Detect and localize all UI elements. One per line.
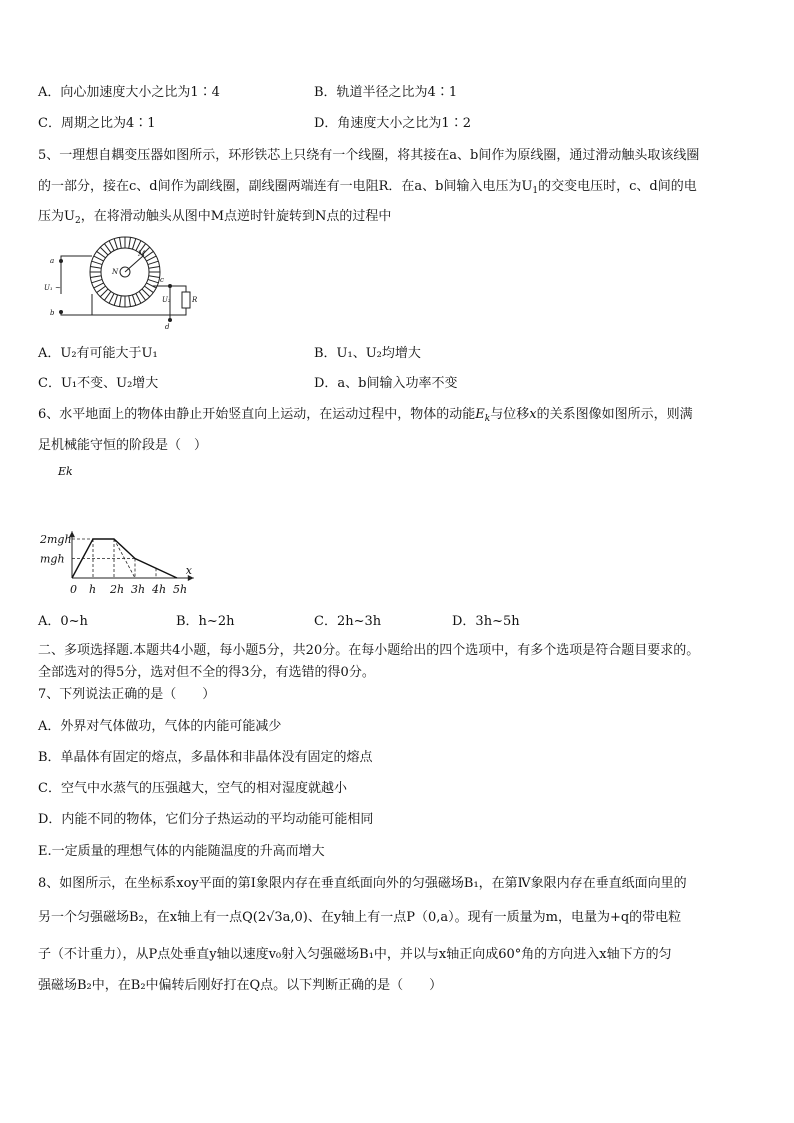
label-u1: U₁ <box>44 284 53 292</box>
q7-option-e: E.一定质量的理想气体的内能随温度的升高而增大 <box>38 844 325 859</box>
q6-option-c: C．2h~3h <box>314 614 382 629</box>
winding-turn <box>97 286 106 292</box>
x-tick-label: 2h <box>110 583 125 596</box>
winding-turn <box>100 247 108 255</box>
q4-option-b: B．轨道半径之比为4∶1 <box>314 85 458 100</box>
winding-turn <box>114 239 117 249</box>
winding-turn <box>109 241 114 251</box>
winding-turn <box>139 291 145 300</box>
winding-turn <box>146 256 156 261</box>
q6-stem-line2: 足机械能守恒的阶段是（ ） <box>38 438 208 453</box>
terminal-a <box>59 259 63 263</box>
winding-turn <box>132 295 135 305</box>
q6-option-a: A．0~h <box>38 614 88 629</box>
y-tick-label: 2mgh <box>40 533 72 546</box>
winding-turn <box>120 296 122 307</box>
label-u2: U₂ <box>162 296 171 304</box>
label-m: M <box>138 250 146 258</box>
y-axis-label: Ek <box>58 465 73 478</box>
winding-turn <box>129 296 131 307</box>
section2-line1: 二、多项选择题.本题共4小题，每小题5分，共20分。在每小题给出的四个选项中，有多个选项是符合题目要求的。 <box>38 643 700 658</box>
x-tick-label: 3h <box>131 583 146 596</box>
winding-turn <box>132 239 135 249</box>
winding-turn <box>146 283 156 288</box>
winding-turn <box>136 293 141 303</box>
q7-stem: 7、下列说法正确的是（ ） <box>38 687 216 702</box>
q5-stem-line2: 的一部分，接在c、d间作为副线圈，副线圈两端连有一电阻R．在a、b间输入电压为$U_1$的交变电压时，c、d间的电 <box>38 179 697 196</box>
q6-option-d: D．3h~5h <box>452 614 520 629</box>
q7-option-a: A．外界对气体做功，气体的内能可能减少 <box>38 719 282 734</box>
winding-turn <box>104 244 110 253</box>
label-c: c <box>160 276 164 284</box>
q8-stem-line1: 8、如图所示，在坐标系xoy平面的第Ⅰ象限内存在垂直纸面向外的匀强磁场B₁，在第Ⅳ象限内存在垂直纸面向里的 <box>38 876 687 891</box>
q4-option-a: A．向心加速度大小之比为1∶4 <box>38 85 220 100</box>
winding-turn <box>97 251 106 257</box>
winding-turn <box>148 279 158 282</box>
q5-stem-line3: 压为$U_2$，在将滑动触头从图中M点逆时针旋转到N点的过程中 <box>38 209 392 226</box>
winding-turn <box>104 291 110 300</box>
winding-turn <box>94 283 104 288</box>
winding-turn <box>144 286 153 292</box>
winding-turn <box>144 251 153 257</box>
x-axis-label: x <box>185 564 193 577</box>
x-tick-label: h <box>89 583 97 596</box>
q8-stem-line4: 强磁场B₂中，在B₂中偏转后刚好打在Q点。以下判断正确的是（ ） <box>38 978 443 993</box>
winding-turn <box>90 276 101 278</box>
terminal-c <box>168 284 172 288</box>
winding-turn <box>109 293 114 303</box>
winding-turn <box>120 237 122 248</box>
x-tick-label: 4h <box>152 583 167 596</box>
q6-option-b: B．h~2h <box>176 614 235 629</box>
q4-option-c: C．周期之比为4∶1 <box>38 116 156 131</box>
winding-turn <box>142 289 150 297</box>
winding-turn <box>92 261 102 264</box>
x-tick-label: 5h <box>173 583 188 596</box>
y-tick-label: mgh <box>40 552 65 566</box>
q8-stem-line2: 另一个匀强磁场B₂，在x轴上有一点Q(2√3a,0)、在y轴上有一点P（0,a）。现有一质量为m，电量为+q的带电粒 <box>38 910 682 925</box>
winding-turn <box>94 256 104 261</box>
q5-stem-line1: 5、一理想自耦变压器如图所示，环形铁芯上只绕有一个线圈，将其接在a、b间作为原线圈，通过滑动触头取该线圈 <box>38 148 700 163</box>
q5-option-d: D．a、b间输入功率不变 <box>314 376 458 391</box>
q4-option-d: D．角速度大小之比为1∶2 <box>314 116 471 131</box>
q5-option-c: C．U₁不变、U₂增大 <box>38 376 159 391</box>
winding-turn <box>100 289 108 297</box>
q8-stem-line3: 子（不计重力），从P点处垂直y轴以速度v₀射入匀强磁场B₁中，并以与x轴正向成60°角的方向进入x轴下方的匀 <box>38 947 672 962</box>
terminal-b <box>59 310 63 314</box>
x-tick-label: 0 <box>70 583 77 596</box>
q7-option-b: B．单晶体有固定的熔点，多晶体和非晶体没有固定的熔点 <box>38 750 373 765</box>
section2-line2: 全部选对的得5分，选对但不全的得3分，有选错的得0分。 <box>38 665 375 680</box>
winding-turn <box>114 295 117 305</box>
winding-turn <box>148 261 158 264</box>
label-n: N <box>112 268 119 276</box>
ac-source-symbol: ~ <box>55 284 61 292</box>
q6-stem-line1: 6、水平地面上的物体由静止开始竖直向上运动，在运动过程中，物体的动能$E_k$与位移x的关系图像如图所示，则满 <box>38 407 693 424</box>
q7-option-c: C．空气中水蒸气的压强越大，空气的相对湿度就越小 <box>38 781 347 796</box>
q7-option-d: D．内能不同的物体，它们分子热运动的平均动能可能相同 <box>38 812 374 827</box>
label-b: b <box>50 309 55 317</box>
winding-turn <box>92 279 102 282</box>
label-d: d <box>165 323 170 330</box>
q5-option-b: B．U₁、U₂均增大 <box>314 346 421 361</box>
winding-turn <box>149 267 160 269</box>
terminal-d <box>168 318 172 322</box>
label-r: R <box>192 296 198 304</box>
q5-option-a: A．U₂有可能大于U₁ <box>38 346 158 361</box>
autotransformer-figure <box>40 234 210 330</box>
ek-x-chart <box>38 463 228 605</box>
winding-turn <box>149 276 160 278</box>
winding-turn <box>129 237 131 248</box>
winding-turn <box>90 267 101 269</box>
label-a: a <box>50 257 55 265</box>
